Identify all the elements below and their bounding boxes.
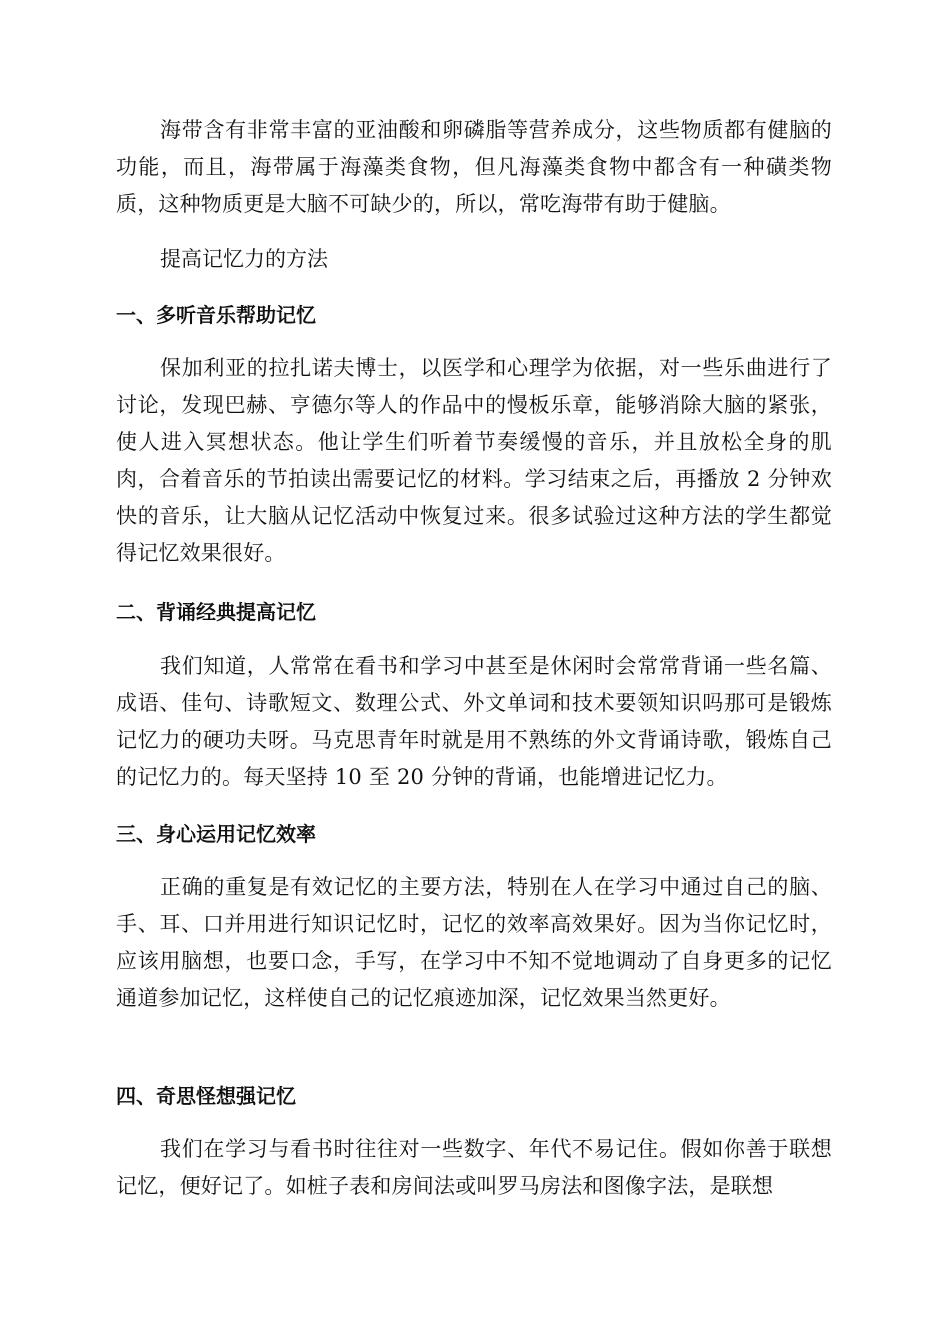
- intro-paragraph-block: [116, 112, 832, 223]
- intro-paragraph: 海带含有非常丰富的亚油酸和卵磷脂等营养成分，这些物质都有健脑的功能，而且，海带属于海藻类食物，但凡海藻类食物中都含有一种磺类物质，这种物质更是大脑不可缺少的，所以，常吃海带有助于健脑。: [116, 118, 832, 216]
- section-1-heading-block: [116, 300, 832, 330]
- section-3-body-block: [116, 869, 832, 1017]
- section-2-heading-block: [116, 597, 832, 627]
- section-paragraph-3: 正确的重复是有效记忆的主要方法，特别在人在学习中通过自己的脑、手、耳、口并用进行知识记忆时，记忆的效率高效果好。因为当你记忆时，应该用脑想，也要口念，手写，在学习中不知不觉地调动了自身更多的记忆通道参加记忆，这样使自己的记忆痕迹加深，记忆效果当然更好。: [116, 875, 832, 1010]
- section-4-heading-block: [116, 1081, 832, 1111]
- section-1-body-block: [116, 350, 832, 572]
- section-heading-3: 三、身心运用记忆效率: [116, 822, 316, 846]
- section-heading-1: 一、多听音乐帮助记忆: [116, 303, 316, 327]
- section-heading-2: 二、背诵经典提高记忆: [116, 600, 316, 624]
- section-paragraph-1: 保加利亚的拉扎诺夫博士，以医学和心理学为依据，对一些乐曲进行了讨论，发现巴赫、亨德尔等人的作品中的慢板乐章，能够消除大脑的紧张，使人进入冥想状态。他让学生们听着节奏缓慢的音乐，并且放松全身的肌肉，合着音乐的节拍读出需要记忆的材料。学习结束之后，再播放 2 分钟欢快的音乐，让大脑从记忆活动中恢复过来。很多试验过这种方法的学生都觉得记忆效果很好。: [116, 356, 832, 565]
- section-subtitle: 提高记忆力的方法: [160, 247, 328, 271]
- section-4-body-block: [116, 1131, 832, 1205]
- section-2-body-block: [116, 648, 832, 796]
- subtitle-block: [116, 244, 832, 274]
- section-paragraph-2: 我们知道，人常常在看书和学习中甚至是休闲时会常常背诵一些名篇、成语、佳句、诗歌短文、数理公式、外文单词和技术要领知识吗那可是锻炼记忆力的硬功夫呀。马克思青年时就是用不熟练的外文背诵诗歌，锻炼自己的记忆力的。每天坚持 10 至 20 分钟的背诵，也能增进记忆力。: [116, 654, 832, 789]
- section-heading-4: 四、奇思怪想强记忆: [116, 1084, 296, 1108]
- section-paragraph-4: 我们在学习与看书时往往对一些数字、年代不易记住。假如你善于联想记忆，便好记了。如桩子表和房间法或叫罗马房法和图像字法，是联想: [116, 1137, 832, 1198]
- section-3-heading-block: [116, 819, 832, 849]
